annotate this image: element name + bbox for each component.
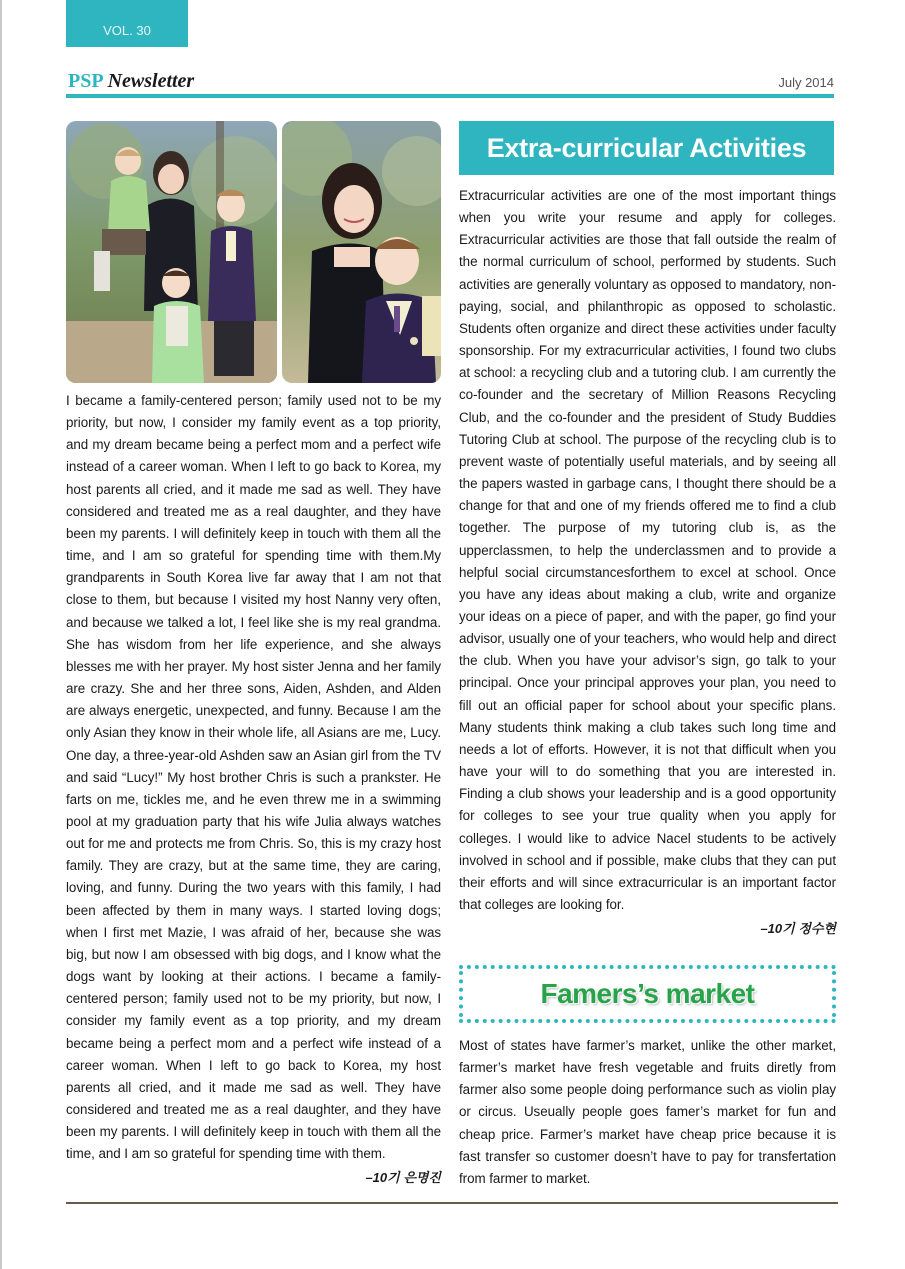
left-article-signature: –10기 은명진 — [365, 1170, 441, 1186]
left-article-body: I became a family-centered person; family used not to be my priority, but now, I consider my family event as a top priority, and my dream became being a perfect mom and a perfect wife instead of a career woman. When I left to go back to Korea, my host parents all cried, and it made me sad as well. They have considered and treated me as a real daughter, and they have been my parents. I will definitely keep in touch with them all the time, and I am so grateful for spending time with them.My grandparents in South Korea live far away that I am not that close to them, but because I visited my host Nanny very often, and because we talked a lot, I feel like she is my real grandma. She has wisdom from her life experience, and she always blesses me with her prayer. My host sister Jenna and her family are crazy. She and her three sons, Aiden, Ashden, and Alden are always energetic, unexpected, and funny. Because I am the only Asian they know in their whole life, all Asians are me, Lucy. One day, a three-year-old Ashden saw an Asian girl from the TV and said “Lucy!” My host brother Chris is such a prankster. He farts on me, tickles me, and he even threw me in a swimming pool at my graduation party that his wife Julia always watches out for me and protects me from Chris. So, this is my crazy host family. They are crazy, but at the same time, they are caring, loving, and funny. During the two years with this family, I had been affected by them in many ways. I started loving dogs; when I first met Mazie, I was afraid of her, because she was big, but now I am obsessed with big dogs, and I know what the dogs want by looking at their actions. I became a family-centered person; family used not to be my priority, but now, I consider my family event as a top priority, and my dream became being a perfect mom and a perfect wife instead of a career woman. When I left to go back to Korea, my host parents all cried, and it made me sad as well. They have considered and treated me as a real daughter, and they have been my parents. I will definitely keep in touch with them all the time, and I am so grateful for spending time with them. — [66, 393, 441, 1162]
extracurricular-title: Extra-curricular Activities — [459, 121, 834, 175]
header-rule — [66, 94, 834, 98]
extracurricular-signature: –10기 정수현 — [760, 921, 836, 937]
farmers-market-title: Famers’s market — [540, 978, 755, 1009]
farmers-market-title-box — [459, 965, 836, 1023]
brand-newsletter: Newsletter — [107, 70, 195, 92]
dotted-border-right — [832, 971, 836, 1017]
volume-tab — [66, 0, 188, 47]
photo-host-family — [66, 121, 277, 383]
dotted-border-left — [459, 971, 463, 1017]
brand-psp: PSP — [68, 70, 104, 92]
footer-rule — [66, 1202, 838, 1204]
photo-student-with-boy — [282, 121, 441, 383]
extracurricular-body: Extracurricular activities are one of the most important things when you write your resume and apply for colleges. Extracurricular activities are those that fall outside the realm of the normal curriculum of school, performed by students. Such activities are generally voluntary as opposed to mandatory, non-paying, social, and philanthropic as opposed to scholastic. Students often organize and direct these activities under faculty sponsorship. For my extracurricular activities, I found two clubs at school: a recycling club and a tutoring club. I am currently the co-founder and the secretary of Million Reasons Recycling Club, and the co-founder and the president of Study Buddies Tutoring Club at school. The purpose of the recycling club is to prevent waste of potentially useful materials, and by seeing all the papers wasted in garbage cans, I thought there should be a change for that and one of my friends offered me to find a club together. The purpose of my tutoring club is, as the upperclassmen, to help the underclassmen and to provide a helpful social circumstancesforthem to excel at school. Once you have any ideas about making a club, write and organize your ideas on a piece of paper, and with the paper, go find your advisor, usually one of your teachers, who would help and direct the club. When you have your advisor’s sign, go talk to your principal. Once your principal approves your plan, you need to fill out an official paper for school about your specific plans. Many students think making a club takes such long time and needs a lot of efforts. However, it is not that difficult when you have your will to do something that you are interested in. Finding a club shows your leadership and is a good opportunity for colleges to see your true quality when you apply for colleges. I would like to advice Nacel students to be actively involved in school and if possible, make clubs that they can put their efforts and will since extracurricular is an important factor that colleges are looking for. — [459, 188, 836, 912]
newsletter-brand — [68, 70, 194, 93]
volume-label: VOL. 30 — [103, 23, 151, 38]
farmers-market-section — [459, 1035, 836, 1190]
page-edge-rule — [0, 0, 2, 1269]
issue-date: July 2014 — [778, 75, 834, 90]
left-article — [66, 390, 441, 1186]
farmers-market-body: Most of states have farmer’s market, unlike the other market, farmer’s market have fresh vegetable and fruits diretly from farmer also some people doing performance such as violin play or circus. Useually people goes famer’s market for fun and cheap price. Farmer’s market have cheap price because it is fast transfer so customer doesn’t have to pay for transfertation from farmer to market. — [459, 1038, 836, 1186]
extracurricular-section — [459, 121, 836, 937]
